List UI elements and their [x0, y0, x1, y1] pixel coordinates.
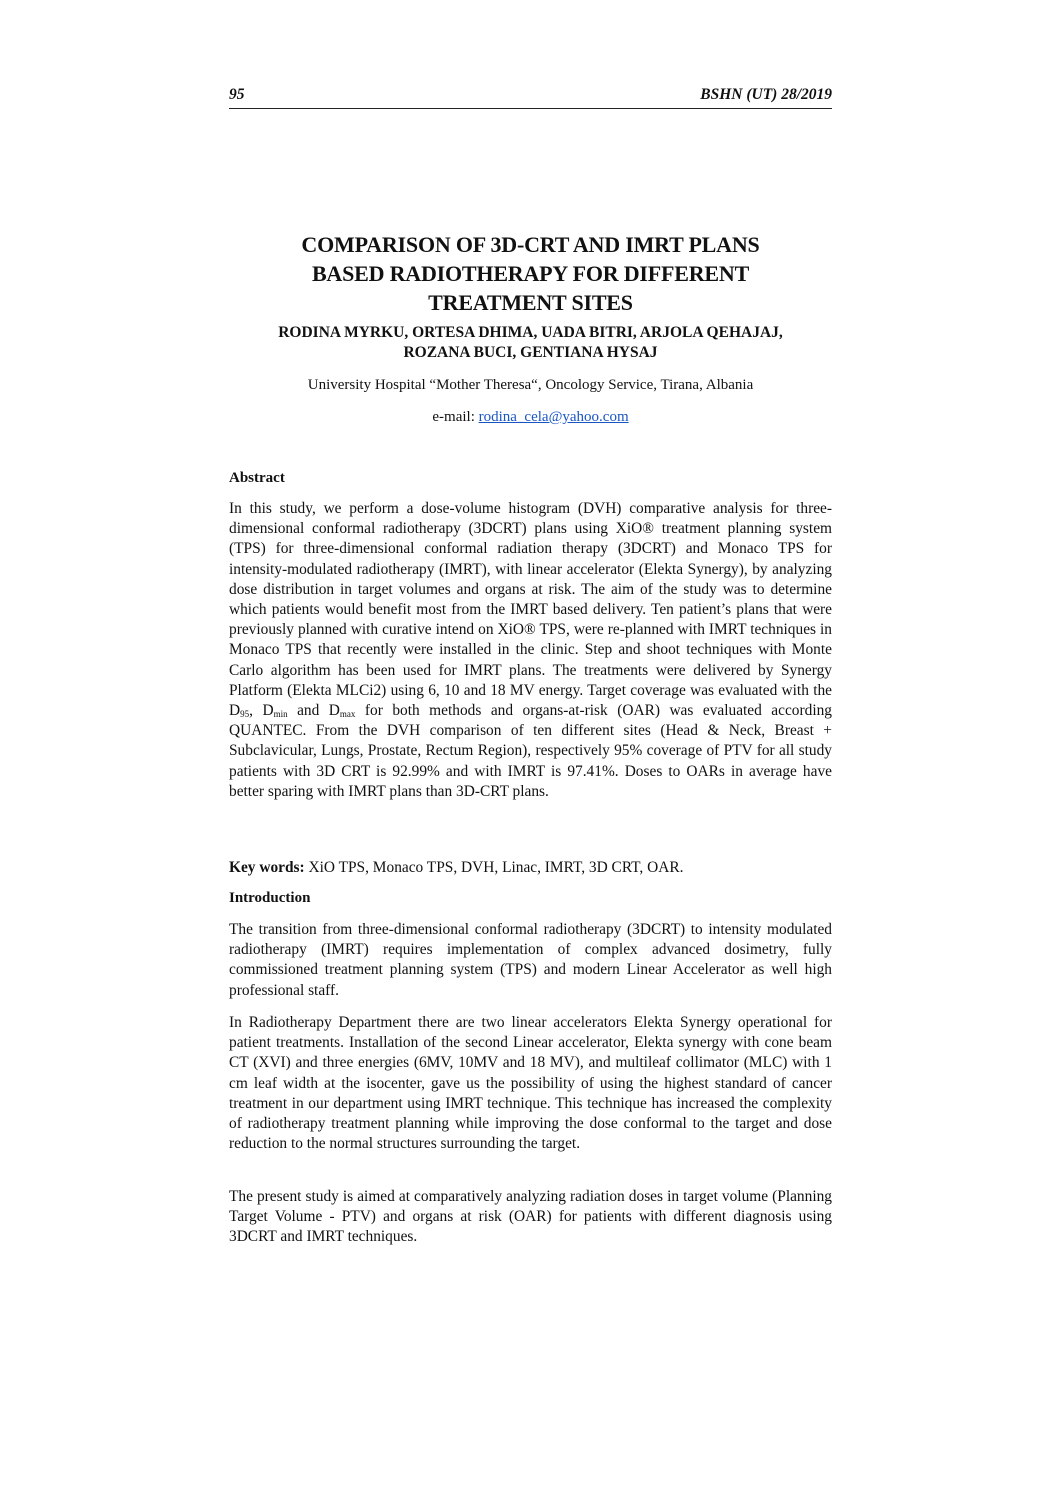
abstract-text: , D	[249, 702, 274, 720]
title-line: BASED RADIOTHERAPY FOR DIFFERENT	[311, 261, 750, 286]
affiliation: University Hospital “Mother Theresa“, Oncology Service, Tirana, Albania	[307, 377, 754, 393]
abstract-heading: Abstract	[229, 470, 285, 486]
running-header	[229, 86, 832, 109]
keywords-label: Key words:	[229, 859, 305, 876]
intro-paragraph: The present study is aimed at comparatively analyzing radiation doses in target volume (Planning Target Volume - PTV) and organs at risk (OAR) for patients with different diagnosis using 3DCRT and IMRT techniques.	[229, 1188, 832, 1246]
author-line: ROZANA BUCI, GENTIANA HYSAJ	[403, 344, 658, 361]
subscript: max	[339, 709, 356, 720]
title-line: TREATMENT SITES	[428, 290, 633, 315]
email-line	[229, 408, 832, 426]
author-line: RODINA MYRKU, ORTESA DHIMA, UADA BITRI, ARJOLA QEHAJAJ,	[278, 324, 783, 341]
abstract-text: In this study, we perform a dose-volume histogram (DVH) comparative analysis for three-dimensional conformal radiotherapy (3DCRT) plans using XiO® treatment planning system (TPS) for three-dimensional conformal radiation therapy (3DCRT) and Monaco TPS for intensity-modulated radiotherapy (IMRT), with linear accelerator (Elekta Synergy), by analyzing dose distribution in target volumes and organs at risk. The aim of the study was to determine which patients would benefit most from the IMRT based delivery. Ten patient’s plans that were previously planned with curative intend on XiO® TPS, were re-planned with IMRT techniques in Monaco TPS that recently were installed in the clinic. Step and shoot techniques with Monte Carlo algorithm has been used for IMRT plans. The treatments were delivered by Synergy Platform (Elekta MLCi2) using 6, 10 and 18 MV energy. Target coverage was evaluated with the D	[229, 500, 832, 720]
keywords-text: XiO TPS, Monaco TPS, DVH, Linac, IMRT, 3D CRT, OAR.	[304, 859, 684, 876]
abstract-body	[229, 499, 832, 802]
title-line: COMPARISON OF 3D-CRT AND IMRT PLANS	[301, 232, 760, 257]
paper-title	[229, 230, 832, 317]
subscript: min	[273, 709, 288, 720]
intro-paragraph: The transition from three-dimensional conformal radiotherapy (3DCRT) to intensity modulated radiotherapy (IMRT) requires implementation of complex advanced dosimetry, fully commissioned treatment planning system (TPS) and modern Linear Accelerator as well high professional staff.	[229, 921, 832, 999]
keywords	[229, 858, 832, 878]
introduction-heading: Introduction	[229, 890, 311, 906]
abstract-text: for both methods and organs-at-risk (OAR) was evaluated according QUANTEC. From the DVH comparison of ten different sites (Head & Neck, Breast + Subclavicular, Lungs, Prostate, Rectum Region), respectively 95% coverage of PTV for all study patients with 3D CRT is 92.99% and with IMRT is 97.41%. Doses to OARs in average have better sparing with IMRT plans than 3D-CRT plans.	[229, 702, 832, 800]
email-link[interactable]: rodina_cela@yahoo.com	[478, 409, 629, 425]
intro-paragraph: In Radiotherapy Department there are two linear accelerators Elekta Synergy operational for patient treatments. Installation of the second Linear accelerator, Elekta synergy with cone beam CT (XVI) and three energies (6MV, 10MV and 18 MV), and multileaf collimator (MLC) with 1 cm leaf width at the isocenter, gave us the possibility of using the highest standard of cancer treatment in our department using IMRT technique. This technique has increased the complexity of radiotherapy treatment planning while improving the dose conformal to the target and dose reduction to the normal structures surrounding the target.	[229, 1014, 832, 1153]
journal-reference: BSHN (UT) 28/2019	[700, 86, 832, 103]
email-label: e-mail:	[432, 409, 479, 425]
author-list	[229, 323, 832, 363]
subscript: 95	[240, 709, 250, 720]
page-number: 95	[229, 86, 245, 103]
abstract-text: and D	[287, 702, 340, 720]
